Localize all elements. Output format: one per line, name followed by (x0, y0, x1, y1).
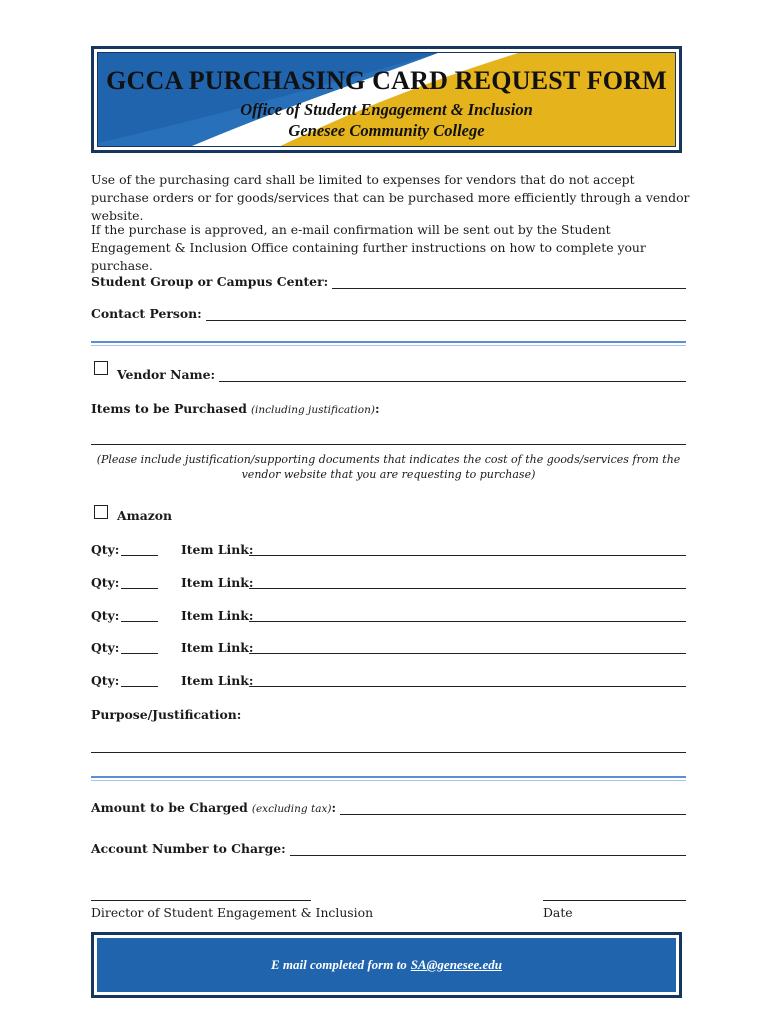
footer-banner (91, 932, 682, 998)
student-group-label: Student Group or Campus Center: (91, 274, 329, 289)
amazon-item-row (91, 672, 686, 690)
amazon-checkbox[interactable] (94, 505, 108, 519)
item-link-label: Item Link: (181, 575, 254, 590)
item-link-label: Item Link: (181, 640, 254, 655)
qty-label: Qty: (91, 608, 120, 623)
qty-input[interactable] (121, 588, 158, 589)
items-purchased-label: Items to be Purchased (91, 401, 247, 416)
amount-note: (excluding tax) (251, 803, 332, 815)
account-label: Account Number to Charge: (91, 841, 286, 856)
contact-person-input[interactable] (206, 307, 686, 321)
date-label: Date (543, 905, 573, 920)
qty-label: Qty: (91, 575, 120, 590)
items-purchased-row (91, 398, 686, 416)
items-purchased-note: (including justification) (250, 404, 375, 416)
qty-label: Qty: (91, 542, 120, 557)
account-input[interactable] (290, 842, 686, 856)
qty-input[interactable] (121, 653, 158, 654)
office-subtitle: Office of Student Engagement & Inclusion (240, 100, 533, 119)
item-link-input[interactable] (249, 686, 686, 687)
intro-paragraph-2: If the purchase is approved, an e-mail confirmation will be sent out by the Student Engagement & Inclusion Office containing further instructions on how to complete your purchase. (91, 222, 646, 273)
intro-paragraph-1: Use of the purchasing card shall be limited to expenses for vendors that do not accept purchase orders or for goods/services that can be purchased more efficiently through a vendor website. (91, 172, 690, 223)
item-link-label: Item Link: (181, 542, 254, 557)
vendor-name-input[interactable] (219, 368, 686, 382)
item-link-input[interactable] (249, 621, 686, 622)
vendor-name-row (117, 364, 686, 382)
amazon-item-row (91, 541, 686, 559)
amount-colon: : (331, 800, 337, 815)
footer-text: E mail completed form to (270, 957, 407, 972)
header-banner (91, 46, 682, 153)
justification-note: (Please include justification/supporting documents that indicates the cost of the goods/services from the vendor website that you are requesting to purchase) (96, 453, 681, 481)
purpose-label: Purpose/Justification: (91, 707, 242, 722)
footer-inner (97, 938, 676, 992)
qty-label: Qty: (91, 640, 120, 655)
director-label: Director of Student Engagement & Inclusion (91, 905, 374, 920)
amazon-item-row (91, 607, 686, 625)
contact-person-label: Contact Person: (91, 306, 202, 321)
vendor-checkbox[interactable] (94, 361, 108, 375)
amount-row (91, 797, 686, 815)
section-divider-1 (91, 341, 686, 343)
item-link-label: Item Link: (181, 608, 254, 623)
purpose-input[interactable] (91, 752, 686, 753)
director-signature-line[interactable] (91, 900, 311, 901)
items-purchased-colon: : (374, 401, 380, 416)
date-signature-line[interactable] (543, 900, 686, 901)
amount-input[interactable] (340, 801, 686, 815)
contact-person-row (91, 303, 686, 321)
account-row (91, 838, 686, 856)
college-subtitle: Genesee Community College (288, 121, 485, 140)
section-divider-2 (91, 776, 686, 778)
email-link[interactable]: SA@genesee.edu (410, 957, 503, 972)
amazon-item-row (91, 574, 686, 592)
qty-label: Qty: (91, 673, 120, 688)
student-group-input[interactable] (332, 275, 686, 289)
item-link-label: Item Link: (181, 673, 254, 688)
vendor-name-label: Vendor Name: (117, 367, 216, 382)
amazon-item-row (91, 639, 686, 657)
form-title: GCCA PURCHASING CARD REQUEST FORM (106, 66, 667, 95)
qty-input[interactable] (121, 621, 158, 622)
header-inner (97, 52, 676, 147)
item-link-input[interactable] (249, 555, 686, 556)
student-group-row (91, 271, 686, 289)
item-link-input[interactable] (249, 653, 686, 654)
qty-input[interactable] (121, 686, 158, 687)
item-link-input[interactable] (249, 588, 686, 589)
items-purchased-input[interactable] (91, 444, 686, 445)
amazon-label: Amazon (117, 508, 173, 523)
amount-label: Amount to be Charged (91, 800, 248, 815)
qty-input[interactable] (121, 555, 158, 556)
